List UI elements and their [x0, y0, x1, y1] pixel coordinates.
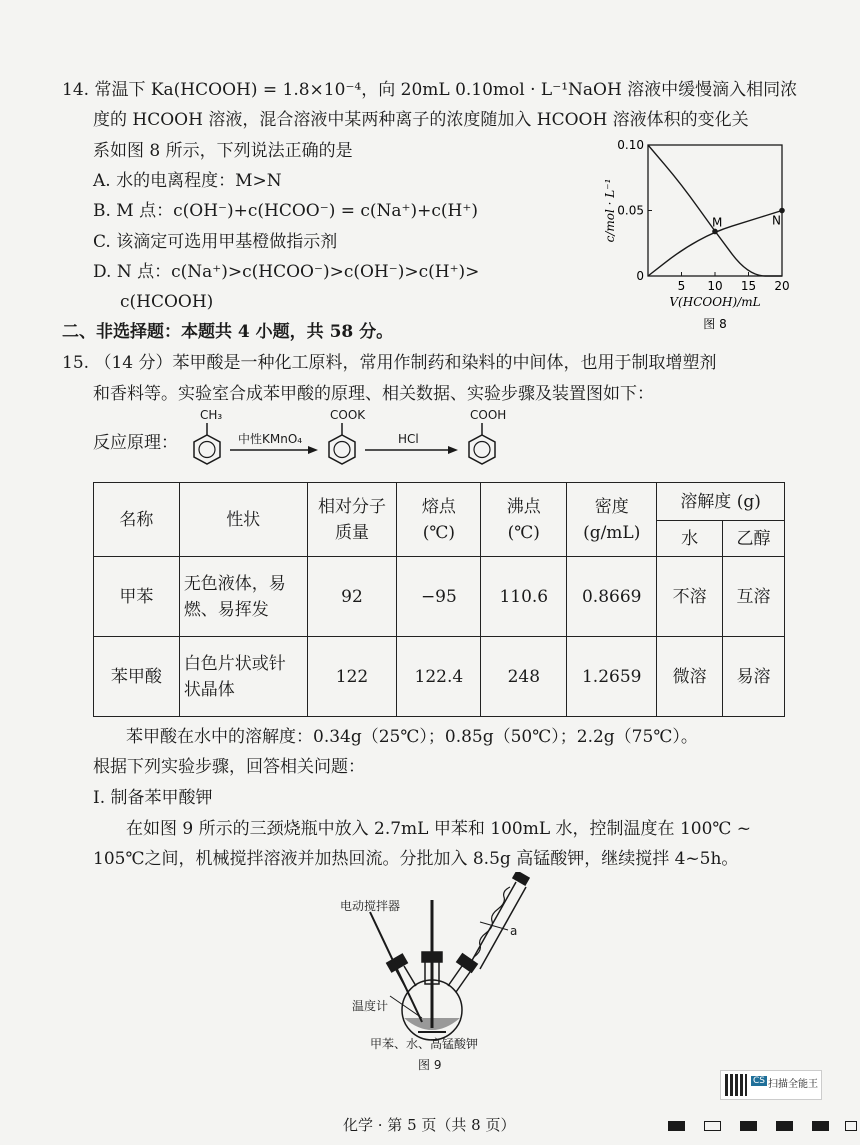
scanner-badge: CS: [753, 1076, 765, 1086]
q14-option-d-cont: c(HCOOH): [120, 292, 214, 312]
cell-density: 1.2659: [567, 637, 657, 717]
y-axis-label: c/mol · L⁻¹: [603, 178, 617, 243]
q15-line1: 15. （14 分）苯甲酸是一种化工原料，常用作制药和染料的中间体，也用于制取增塑剂: [62, 353, 717, 373]
step1-line1: 在如图 9 所示的三颈烧瓶中放入 2.7mL 甲苯和 100mL 水，控制温度在 100℃ ~: [126, 819, 752, 839]
marker-square-open: [845, 1121, 857, 1131]
plot-frame: [648, 145, 782, 276]
header-mp-l1: 熔点: [421, 496, 456, 517]
cell-melting-point: 122.4: [397, 637, 481, 717]
q14-option-c: C. 该滴定可选用甲基橙做指示剂: [93, 232, 338, 252]
cell-boiling-point: 110.6: [481, 557, 567, 637]
figure9-apparatus: [330, 872, 560, 1072]
condenser-label-a: a: [510, 924, 518, 938]
steps-intro: 根据下列实验步骤，回答相关问题：: [93, 757, 365, 777]
q14-option-a: A. 水的电离程度：M>N: [93, 171, 282, 191]
cell-density: 0.8669: [567, 557, 657, 637]
properties-table: [93, 482, 785, 717]
solubility-note: 苯甲酸在水中的溶解度：0.34g（25℃）；0.85g（50℃）；2.2g（75℃）。: [126, 727, 698, 747]
cell-ethanol: 易溶: [723, 637, 785, 717]
cell-appearance-l1: 无色液体，易: [183, 573, 286, 594]
page-footer: 化学 · 第 5 页（共 8 页）: [343, 1116, 516, 1134]
cell-water: 微溶: [657, 637, 723, 717]
reagent-hcl: HCl: [398, 432, 419, 446]
marker-square-open: [704, 1121, 721, 1131]
y-tick-label: 0.05: [617, 203, 644, 218]
y-tick-label: 0.10: [617, 138, 644, 152]
marker-square: [812, 1121, 829, 1131]
x-tick-label: 20: [774, 279, 790, 293]
cell-appearance: [179, 557, 307, 637]
header-density-l2: (g/mL): [583, 522, 641, 543]
reaction-scheme: [180, 405, 520, 475]
cell-water: 不溶: [657, 557, 723, 637]
q15-line2: 和香料等。实验室合成苯甲酸的原理、相关数据、实验步骤及装置图如下：: [93, 384, 654, 404]
marker-square: [740, 1121, 757, 1131]
cell-appearance-l2: 状晶体: [183, 679, 235, 700]
toluene-structure: [194, 408, 222, 464]
thermometer-label: 温度计: [352, 999, 389, 1013]
point-label: N: [772, 213, 781, 228]
q14-stem-line1: 14. 常温下 Ka(HCOOH) = 1.8×10⁻⁴，向 20mL 0.10mol · L⁻¹NaOH 溶液中缓慢滴入相同浓: [62, 80, 798, 100]
cell-ethanol: 互溶: [723, 557, 785, 637]
header-molar-mass-l1: 相对分子: [317, 496, 386, 517]
header-boiling-point: [481, 483, 567, 557]
cell-name: 苯甲酸: [94, 637, 180, 717]
qr-code-icon: [725, 1074, 747, 1096]
x-tick-label: 10: [707, 279, 723, 293]
step1-title: Ⅰ. 制备苯甲酸钾: [93, 788, 213, 808]
stirrer-label: 电动搅拌器: [340, 899, 401, 913]
point-marker: [779, 208, 785, 214]
subheader-ethanol: 乙醇: [723, 521, 785, 557]
x-axis-label: V(HCOOH)/mL: [669, 295, 761, 309]
header-solubility: 溶解度 (g): [657, 483, 785, 521]
x-tick-label: 5: [677, 279, 686, 293]
scanner-watermark: [720, 1070, 822, 1100]
header-molar-mass: [307, 483, 397, 557]
reaction-label: 反应原理：: [93, 433, 178, 453]
benzoic-acid-structure: [469, 408, 506, 464]
cell-appearance-l2: 燃、易挥发: [183, 599, 269, 620]
step1-line2: 105℃之间，机械搅拌溶液并加热回流。分批加入 8.5g 高锰酸钾，继续搅拌 4~5h。: [93, 849, 739, 869]
header-molar-mass-l2: 质量: [334, 522, 369, 543]
marker-square: [776, 1121, 793, 1131]
header-mp-l2: (℃): [422, 522, 456, 543]
point-label: M: [712, 215, 723, 230]
marker-square: [668, 1121, 685, 1131]
figure9-caption: 图 9: [418, 1058, 442, 1072]
cell-appearance-l1: 白色片状或针: [183, 653, 286, 674]
y-tick-label: 0: [636, 269, 644, 283]
reflux-condenser: [470, 872, 529, 969]
subheader-water: 水: [657, 521, 723, 557]
cell-appearance: [179, 637, 307, 717]
potassium-benzoate-structure: [329, 408, 366, 464]
table-row: [94, 637, 785, 717]
table-header-row: [94, 483, 785, 521]
x-tick-label: 15: [740, 279, 757, 293]
cook-group-label: COOK: [330, 408, 366, 422]
cell-melting-point: −95: [397, 557, 481, 637]
header-density-l1: 密度: [594, 496, 629, 517]
header-bp-l1: 沸点: [506, 496, 541, 517]
flask-contents-label: 甲苯、水、高锰酸钾: [370, 1037, 479, 1051]
scanner-name: 扫描全能王: [768, 1079, 818, 1090]
header-melting-point: [397, 483, 481, 557]
cell-molar-mass: 92: [307, 557, 397, 637]
table-row: [94, 557, 785, 637]
header-bp-l2: (℃): [507, 522, 540, 543]
q14-option-b: B. M 点：c(OH⁻)+c(HCOO⁻) = c(Na⁺)+c(H⁺): [93, 201, 478, 221]
series-line-0: [648, 145, 782, 276]
cooh-group-label: COOH: [470, 408, 507, 422]
header-name: 名称: [94, 483, 180, 557]
header-appearance: 性状: [179, 483, 307, 557]
section-heading: 二、非选择题：本题共 4 小题，共 58 分。: [62, 322, 394, 342]
reagent-kmno4: 中性KMnO₄: [238, 432, 303, 446]
cell-molar-mass: 122: [307, 637, 397, 717]
cell-boiling-point: 248: [481, 637, 567, 717]
methyl-group-label: CH₃: [200, 408, 223, 422]
cell-name: 甲苯: [94, 557, 180, 637]
q14-option-d: D. N 点：c(Na⁺)>c(HCOO⁻)>c(OH⁻)>c(H⁺)>: [93, 262, 480, 282]
figure8-caption: 图 8: [703, 317, 727, 331]
q14-stem-line3: 系如图 8 所示，下列说法正确的是: [93, 141, 353, 161]
q14-stem-line2: 度的 HCOOH 溶液，混合溶液中某两种离子的浓度随加入 HCOOH 溶液体积的变化关: [93, 110, 749, 130]
figure8-chart: [600, 134, 800, 334]
point-marker: [712, 229, 718, 235]
header-density: [567, 483, 657, 557]
